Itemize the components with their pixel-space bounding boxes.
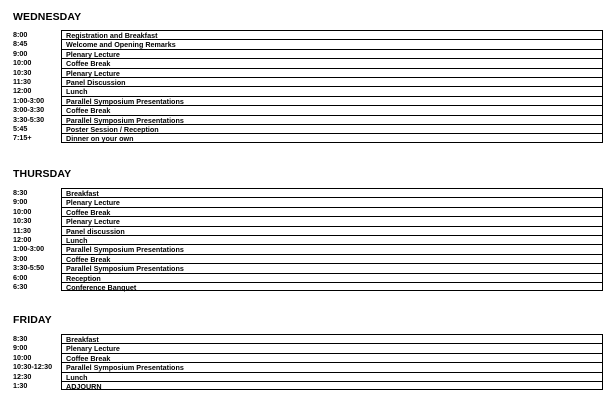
day-title: THURSDAY [13,168,72,180]
time-cell: 3:00-3:30 [13,105,45,115]
event-cell: Coffee Break [61,254,603,263]
day-section-thursday [13,167,603,292]
time-cell: 3:00 [13,253,28,263]
event-cell: Panel discussion [61,226,603,235]
event-cell: Lunch [61,235,603,244]
day-title: FRIDAY [13,314,52,326]
time-cell: 3:30-5:30 [13,114,45,124]
schedule-row [13,30,603,39]
time-cell: 10:00 [13,58,32,68]
time-cell: 12:00 [13,234,32,244]
time-cell: 10:30 [13,216,32,226]
schedule-row [13,115,603,124]
schedule-table [13,30,603,143]
event-cell: Lunch [61,86,603,95]
event-cell: Dinner on your own [61,133,603,142]
schedule-row [13,49,603,58]
time-cell: 8:30 [13,188,28,197]
event-cell: Parallel Symposium Presentations [61,96,603,105]
time-cell: 7:15+ [13,133,32,143]
day-section-friday [13,313,603,391]
time-cell: 1:30 [13,380,28,390]
time-cell: 10:30-12:30 [13,362,53,372]
day-title: WEDNESDAY [13,11,82,23]
schedule-table [13,188,603,291]
time-cell: 5:45 [13,123,28,133]
event-cell: Plenary Lecture [61,216,603,225]
schedule-row [13,86,603,95]
event-cell: Parallel Symposium Presentations [61,244,603,253]
event-cell: Poster Session / Reception [61,124,603,133]
time-cell: 9:00 [13,343,28,353]
event-cell: Coffee Break [61,58,603,67]
schedule-row [13,124,603,133]
event-cell: Registration and Breakfast [61,30,603,39]
time-cell: 12:00 [13,86,32,96]
schedule-row [13,334,603,343]
time-cell: 6:30 [13,281,28,291]
day-section-wednesday [13,10,603,144]
schedule-row [13,244,603,253]
event-cell: Parallel Symposium Presentations [61,362,603,371]
schedule-row [13,353,603,362]
schedule-row [13,263,603,272]
schedule-row [13,254,603,263]
event-cell: Breakfast [61,334,603,343]
time-cell: 3:30-5:50 [13,263,45,273]
schedule-row [13,133,603,142]
schedule-row [13,188,603,197]
schedule-table [13,334,603,390]
event-cell: Plenary Lecture [61,68,603,77]
schedule-row [13,226,603,235]
schedule-row [13,381,603,390]
schedule-row [13,58,603,67]
schedule-row [13,362,603,371]
time-cell: 1:00-3:00 [13,95,45,105]
event-cell: Plenary Lecture [61,197,603,206]
event-cell: Breakfast [61,188,603,197]
time-cell: 11:30 [13,76,31,86]
time-cell: 12:30 [13,371,32,381]
time-cell: 9:00 [13,197,28,207]
schedule-row [13,216,603,225]
schedule-row [13,96,603,105]
event-cell: Lunch [61,372,603,381]
schedule-row [13,372,603,381]
event-cell: Conference Banquet [61,282,603,291]
time-cell: 1:00-3:00 [13,244,45,254]
time-cell: 10:30 [13,67,32,77]
time-cell: 8:45 [13,39,28,49]
schedule-row [13,68,603,77]
schedule-row [13,235,603,244]
schedule-row [13,105,603,114]
schedule-row [13,282,603,291]
time-cell: 10:00 [13,206,32,216]
time-cell: 8:00 [13,30,28,39]
event-cell: Plenary Lecture [61,49,603,58]
time-cell: 6:00 [13,272,28,282]
time-cell: 9:00 [13,48,28,58]
event-cell: Coffee Break [61,207,603,216]
event-cell: ADJOURN [61,381,603,390]
event-cell: Welcome and Opening Remarks [61,39,603,48]
schedule-row [13,77,603,86]
time-cell: 10:00 [13,352,32,362]
time-cell: 11:30 [13,225,31,235]
event-cell: Coffee Break [61,105,603,114]
schedule-row [13,273,603,282]
event-cell: Plenary Lecture [61,343,603,352]
schedule-row [13,343,603,352]
event-cell: Coffee Break [61,353,603,362]
event-cell: Parallel Symposium Presentations [61,115,603,124]
event-cell: Parallel Symposium Presentations [61,263,603,272]
schedule-row [13,197,603,206]
event-cell: Panel Discussion [61,77,603,86]
schedule-row [13,39,603,48]
schedule-row [13,207,603,216]
time-cell: 8:30 [13,334,28,343]
event-cell: Reception [61,273,603,282]
